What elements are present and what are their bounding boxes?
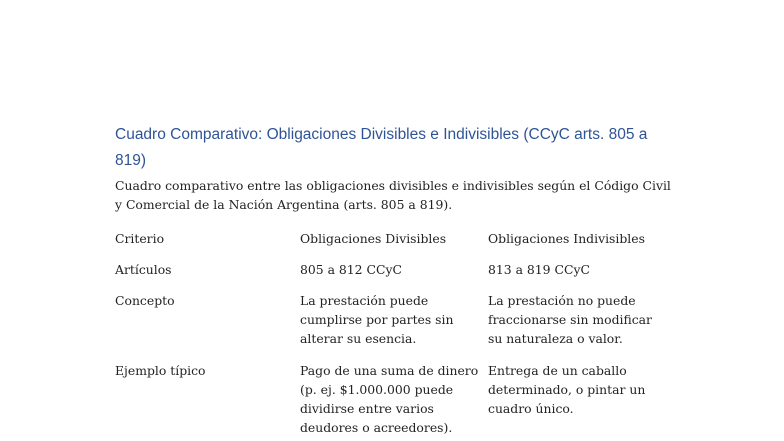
document-title: Cuadro Comparativo: Obligaciones Divisibles e Indivisibles (CCyC arts. 805 a 819) (115, 126, 648, 169)
cell-indivisibles: 813 a 819 CCyC (488, 262, 590, 277)
cell-divisibles: La prestación puede cumplirse por partes sin alterar su esencia. (300, 293, 454, 346)
cell-indivisibles: Entrega de un caballo determinado, o pintar un cuadro único. (488, 363, 646, 416)
cell-indivisibles: La prestación no puede fraccionarse sin modificar su naturaleza o valor. (488, 293, 652, 346)
cell-criterio: Concepto (115, 293, 175, 308)
cell-criterio: Ejemplo típico (115, 363, 206, 378)
document-intro: Cuadro comparativo entre las obligaciones divisibles e indivisibles según el Código Civil y Comercial de la Nación Argentina (arts. 805 a 819). (115, 178, 671, 212)
comparison-table (115, 229, 663, 441)
header-indivisibles: Obligaciones Indivisibles (488, 231, 645, 246)
table-row (115, 291, 663, 361)
document-body (115, 122, 675, 441)
table-row (115, 361, 663, 441)
header-divisibles: Obligaciones Divisibles (300, 231, 447, 246)
table-row (115, 260, 663, 291)
cell-divisibles: 805 a 812 CCyC (300, 262, 402, 277)
cell-criterio: Artículos (115, 262, 172, 277)
header-criterio: Criterio (115, 231, 165, 246)
table-header-row (115, 229, 663, 260)
cell-divisibles: Pago de una suma de dinero (p. ej. $1.000.000 puede dividirse entre varios deudores o acreedores). (300, 363, 479, 435)
